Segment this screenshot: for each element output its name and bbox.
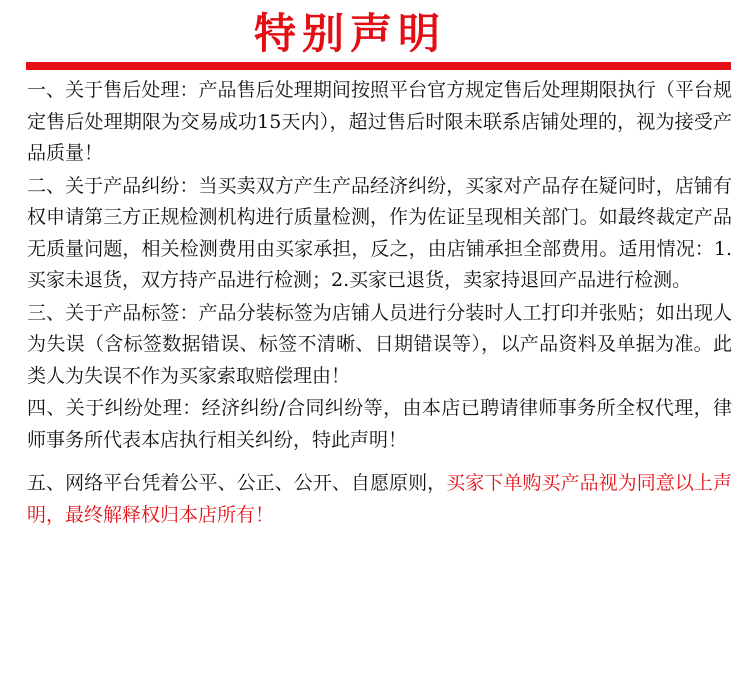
statement-body — [27, 75, 732, 531]
clause-after-sales: 一、关于售后处理：产品售后处理期间按照平台官方规定售后处理期限执行（平台规定售后处理期限为交易成功15天内），超过售后时限未联系店铺处理的，视为接受产品质量！ — [27, 79, 732, 164]
clause-platform-principles-text: 五、网络平台凭着公平、公正、公开、自愿原则， — [27, 472, 447, 494]
clause-product-label: 三、关于产品标签：产品分装标签为店铺人员进行分装时人工打印并张贴；如出现人为失误（含标签数据错误、标签不清晰、日期错误等），以产品资料及单据为准。此类人为失误不作为买家索取赔偿理由！ — [27, 301, 732, 387]
clause-product-dispute: 二、关于产品纠纷：当买卖双方产生产品经济纠纷，买家对产品存在疑问时，店铺有权申请第三方正规检测机构进行质量检测，作为佐证呈现相关部门。如最终裁定产品无质量问题，相关检测费用由买家承担，反之，由店铺承担全部费用。适用情况：1.买家未退货，双方持产品进行检测；2.买家已退货，卖家持退回产品进行检测。 — [27, 174, 732, 291]
page-title: 特别声明 — [253, 9, 446, 58]
clause-final-interpretation-text: 买家下单购买产品视为同意以上声明，最终解释权归本店所有！ — [27, 472, 732, 526]
clause-dispute-handling: 四、关于纠纷处理：经济纠纷/合同纠纷等，由本店已聘请律师事务所全权代理，律师事务所代表本店执行相关纠纷，特此声明！ — [27, 397, 732, 451]
clause-platform-principles — [27, 468, 732, 531]
title-divider — [26, 62, 731, 70]
